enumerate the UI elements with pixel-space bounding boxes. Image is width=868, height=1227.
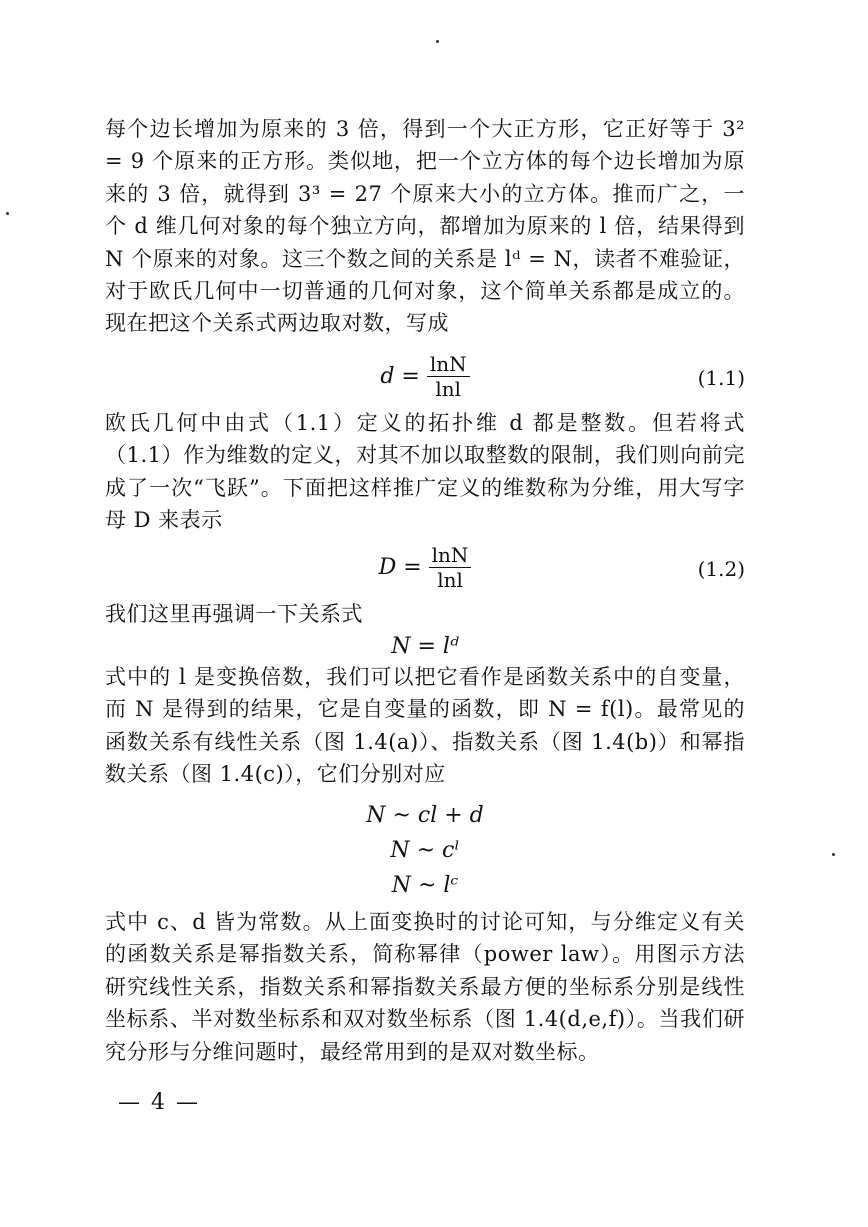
equation-1-1-lhs: d =	[380, 363, 420, 389]
page-number: — 4 —	[118, 1090, 200, 1115]
equation-1-1-numerator: lnN	[427, 352, 470, 377]
equation-linear: N ~ cl + d	[366, 803, 484, 828]
equation-1-2-lhs: D =	[378, 554, 422, 580]
equation-1-1-fraction	[427, 352, 470, 401]
scan-speck	[436, 40, 439, 43]
paragraph-function-relations: 式中的 l 是变换倍数，我们可以把它看作是函数关系中的自变量，而 N 是得到的结果，它是自变量的函数，即 N = f(l)。最常见的函数关系有线性关系（图 1.4(a)）、指数关系（图 1.4(b)）和幂指数关系（图 1.4(c)），它们分别对应	[105, 665, 745, 787]
scan-speck	[6, 212, 9, 215]
equation-1-1	[105, 352, 745, 404]
equation-1-1-label: (1.1)	[697, 366, 745, 390]
paragraph-dimension-intro: 每个边长增加为原来的 3 倍，得到一个大正方形，它正好等于 3² = 9 个原来的正方形。类似地，把一个立方体的每个边长增加为原来的 3 倍，就得到 3³ = 27 个原来大小的立方体。推而广之，一个 d 维几何对象的每个独立方向，都增加为原来的 l 倍，结果得到 N 个原来的对象。这三个数之间的关系是 lᵈ = N，读者不难验证，对于欧氏几何中一切普通的几何对象，这个简单关系都是成立的。现在把这个关系式两边取对数，写成	[105, 117, 745, 336]
equation-1-2-fraction	[429, 543, 472, 592]
equation-1-1-denominator: lnl	[435, 377, 462, 401]
equation-exponential: N ~ cˡ	[390, 838, 460, 863]
equation-1-2-denominator: lnl	[437, 568, 463, 592]
equation-1-2-label: (1.2)	[697, 557, 745, 581]
paragraph-fractal-dimension: 欧氏几何中由式（1.1）定义的拓扑维 d 都是整数。但若将式（1.1）作为维数的定义，对其不加以取整数的限制，我们则向前完成了一次“飞跃”。下面把这样推广定义的维数称为分维，用大写字母 D 来表示	[105, 411, 745, 533]
equation-1-2	[105, 543, 745, 595]
equation-power-relation: N = lᵈ	[391, 634, 459, 659]
scan-speck	[832, 853, 835, 856]
equation-power-law: N ~ lᶜ	[391, 873, 459, 898]
paragraph-power-law: 式中 c、d 皆为常数。从上面变换时的讨论可知，与分维定义有关的函数关系是幂指数关系，简称幂律（power law）。用图示方法研究线性关系，指数关系和幂指数关系最方便的坐标系分别是线性坐标系、半对数坐标系和双对数坐标系（图 1.4(d,e,f)）。当我们研究分形与分维问题时，最经常用到的是双对数坐标。	[105, 910, 745, 1064]
equation-1-2-numerator: lnN	[429, 543, 472, 568]
paragraph-emphasis: 我们这里再强调一下关系式	[105, 602, 363, 626]
